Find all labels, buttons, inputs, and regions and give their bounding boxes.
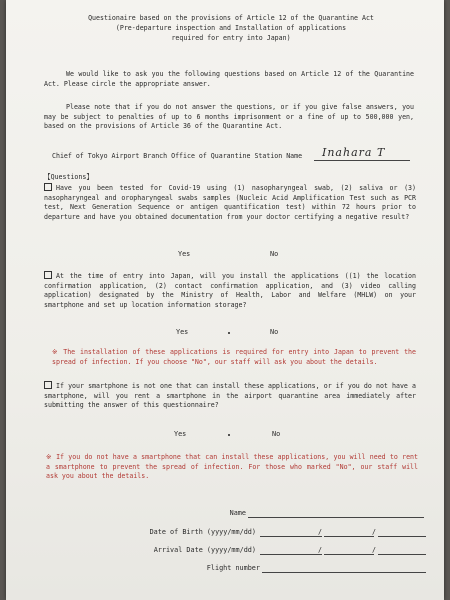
chief-label: Chief of Tokyo Airport Branch Office of Quarantine Station Name [52,152,303,160]
dob-month-field[interactable] [324,536,374,537]
arrival-year-field[interactable] [260,554,322,555]
question-1-text: Have you been tested for Covid-19 using (1) nasopharyngeal swab, (2) saliva or (3) nasopharyngeal and oropharyngeal swabs samples (Nucleic Acid Amplification Test such as PCR test, Next Generation Sequence or antigen quantification test) within 72 hours prior to departure and have you obtained documentation from your doctor certifying a negative result? [44,184,416,221]
flight-label: Flight number [206,564,260,572]
dob-slash-1: / [318,528,322,536]
question-3-note: ※ If you do not have a smartphone that can install these applications, you will need to rent a smartphone to prevent the spread of infection. For those who marked "No", our staff will ask you about the details. [46,453,418,481]
questions-header: 【Questions】 [44,173,93,181]
question-1 [44,183,416,222]
q1-no-option[interactable]: No [270,250,279,258]
document-title [36,14,426,44]
dob-slash-2: / [372,528,376,536]
flight-number-field[interactable] [262,572,426,573]
dob-year-field[interactable] [260,536,322,537]
q3-separator-dot [228,434,230,436]
q2-separator-dot [228,332,230,334]
chief-signature-row [52,146,412,163]
chief-signature: Inahara T [322,146,386,159]
penalty-notice: Please note that if you do not answer the questions, or if you give false answers, you may be subject to penalties of up to 6 months imprisonment or a fine of up to 500,000 yen, based on the provisions of Article 36 of the Quarantine Act. [44,103,414,131]
name-label: Name [229,509,246,517]
q2-yes-option[interactable]: Yes [176,328,189,336]
dob-day-field[interactable] [378,536,426,537]
title-line-3: required for entry into Japan) [171,33,291,42]
question-3-checkbox[interactable] [44,381,52,389]
q3-no-option[interactable]: No [272,430,281,438]
arrival-slash-1: / [318,546,322,554]
question-1-checkbox[interactable] [44,183,52,191]
question-3 [44,381,416,411]
name-field[interactable] [248,517,424,518]
question-2-text: At the time of entry into Japan, will you install the applications ((1) the location confirmation application, (2) contact confirmation application, and (3) video calling application) designated by the Ministry of Health, Labor and Welfare (MHLW) on your smartphone and set up location information storage? [44,272,416,309]
question-2 [44,271,416,310]
intro-paragraph: We would like to ask you the following questions based on Article 12 of the Quarantine Act. Please circle the appropriate answer. [44,70,414,88]
question-3-text: If your smartphone is not one that can install these applications, or if you do not have a smartphone, will you rent a smartphone in the airport quarantine area immediately after submitting the answer of this questionnaire? [44,382,416,410]
arrival-day-field[interactable] [378,554,426,555]
question-2-checkbox[interactable] [44,271,52,279]
q2-no-option[interactable]: No [270,328,279,336]
arrival-slash-2: / [372,546,376,554]
question-2-note: ※ The installation of these applications is required for entry into Japan to prevent the spread of infection. If you choose "No", our staff will ask you about the details. [52,348,416,366]
questionnaire-document [6,0,444,600]
arrival-label: Arrival Date (yyyy/mm/dd) [153,546,256,554]
title-line-1: Questionaire based on the provisions of Article 12 of the Quarantine Act [88,14,374,22]
title-line-2: (Pre-departure inspection and Installation of applications [115,23,347,32]
dob-label: Date of Birth (yyyy/mm/dd) [149,528,256,536]
q3-yes-option[interactable]: Yes [174,430,187,438]
arrival-month-field[interactable] [324,554,374,555]
q1-yes-option[interactable]: Yes [178,250,191,258]
